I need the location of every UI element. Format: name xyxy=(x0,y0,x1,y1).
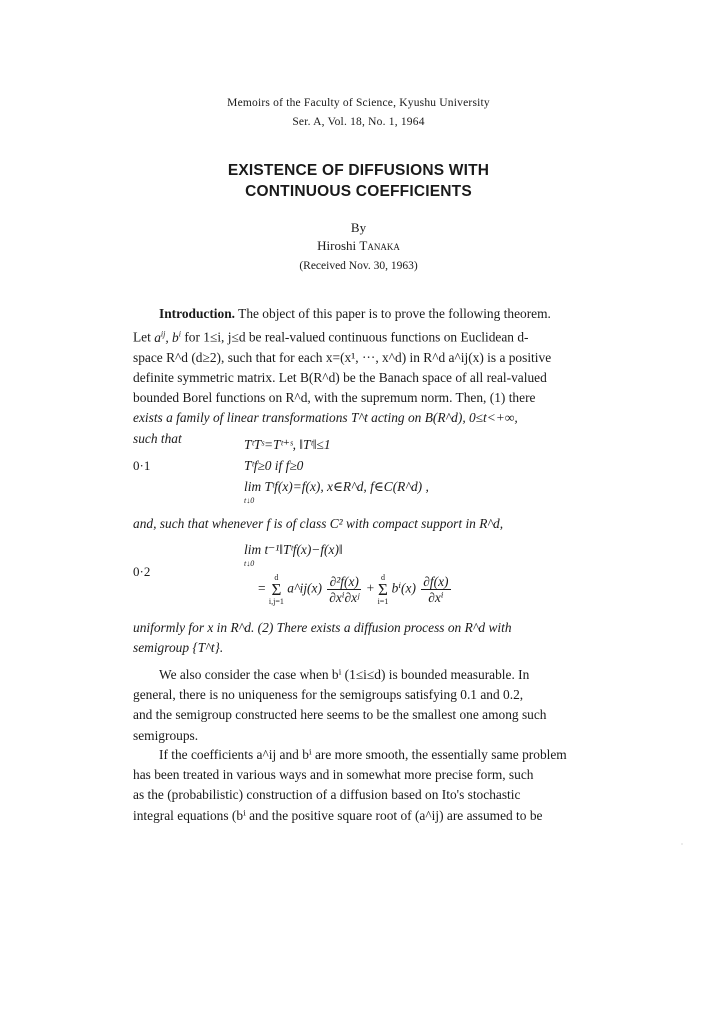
theorem-conclusion: uniformly for x in R^d. (2) There exists a diffusion process on R^d with semigroup {T^t}. xyxy=(133,620,512,656)
intro-line-1: Introduction. The object of this paper is to prove the following theorem. xyxy=(159,306,551,321)
equation-0-1-limit-subscript: t↓0 xyxy=(244,496,255,505)
paragraph-3: If the coefficients a^ij and bⁱ are more smooth, the essentially same problem has been treated in various ways and in somewhat more precise form, such as the (probabilistic) construction of a diffusion based on Ito's stochastic integral equations (bⁱ and the positive square root of (a^ij) are assumed to be xyxy=(133,747,567,823)
intro-line-4: definite symmetric matrix. Let B(R^d) be the Banach space of all real-valued xyxy=(133,370,547,386)
author-first-name: Hiroshi xyxy=(317,238,357,253)
paper-title-line1: EXISTENCE OF DIFFUSIONS WITH xyxy=(227,162,490,179)
equation-0-1-row2: Tᵗf≥0 if f≥0 xyxy=(244,458,304,473)
by-label: By xyxy=(350,220,367,235)
sigma-icon: Σ xyxy=(377,580,388,599)
intro-line-3: space R^d (d≥2), such that for each x=(x¹, ···, x^d) in R^d a^ij(x) is a positive xyxy=(133,349,552,365)
intro-line-5: bounded Borel functions on R^d, with the supremum norm. Then, (1) there xyxy=(133,390,536,406)
journal-header: Memoirs of the Faculty of Science, Kyushu University xyxy=(227,97,490,109)
paper-title-line2: CONTINUOUS COEFFICIENTS xyxy=(245,183,472,200)
intro-paragraph xyxy=(133,304,610,449)
equals-sign: = xyxy=(258,580,266,596)
intro-line-7: such that xyxy=(133,430,182,446)
equation-0-2-row1: lim t⁻¹‖Tᵗf(x)−f(x)‖ xyxy=(244,542,343,557)
intro-line-6: exists a family of linear transformations T^t acting on B(R^d), 0≤t<+∞, xyxy=(133,410,518,426)
intro-line-2: Let $a^{ij}$, $b^i$ for 1≤i, j≤d be real-valued continuous functions on Euclidean d- xyxy=(133,329,529,345)
condition-line: and, such that whenever f is of class C² with compact support in R^d, xyxy=(133,516,504,531)
sum-symbol-2: d Σ i=1 xyxy=(377,573,389,606)
intro-heading: Introduction. xyxy=(159,306,236,321)
equation-label-0-2: 0·2 xyxy=(133,564,151,579)
paragraph-2: We also consider the case when bⁱ (1≤i≤d) is bounded measurable. In general, there is no uniqueness for the semigroups satisfying 0.1 and 0.2, and the semigroup constructed here seems to be the smallest one among such semigroups. xyxy=(133,667,547,743)
equation-0-1-row1: TᵗTˢ=Tᵗ⁺ˢ, ‖Tᵗ‖≤1 xyxy=(244,437,331,452)
sigma-icon: Σ xyxy=(271,580,282,599)
sum-symbol-1: d Σ i,j=1 xyxy=(268,573,284,606)
equation-0-1-row3: lim Tᵗf(x)=f(x), x∈R^d, f∈C(R^d) , xyxy=(244,479,429,494)
second-derivative-fraction: $\frac{\text{∂²f(x)}}{\text{∂xⁱ∂xʲ}}$ xyxy=(329,574,360,605)
equation-label-0-1: 0·1 xyxy=(133,458,151,473)
scan-speck xyxy=(681,843,683,845)
equation-0-2-limit-subscript: t↓0 xyxy=(244,559,255,568)
first-derivative-fraction: $\frac{\partial f(x)}{\text{∂xⁱ}}$ xyxy=(423,574,449,605)
author-name xyxy=(0,238,717,254)
equation-0-2-rhs: = d Σ i,j=1 a^ij(x) $\frac{\text{∂²f(x)}}{\text{∂xⁱ∂xʲ}}$ + d Σ i=1 bⁱ(x) $\frac{\partial f(x)}{\text{∂xⁱ}}$ xyxy=(258,573,449,606)
author-last-name: Tanaka xyxy=(359,238,400,253)
received-date: (Received Nov. 30, 1963) xyxy=(299,260,418,272)
series-line: Ser. A, Vol. 18, No. 1, 1964 xyxy=(292,116,425,128)
